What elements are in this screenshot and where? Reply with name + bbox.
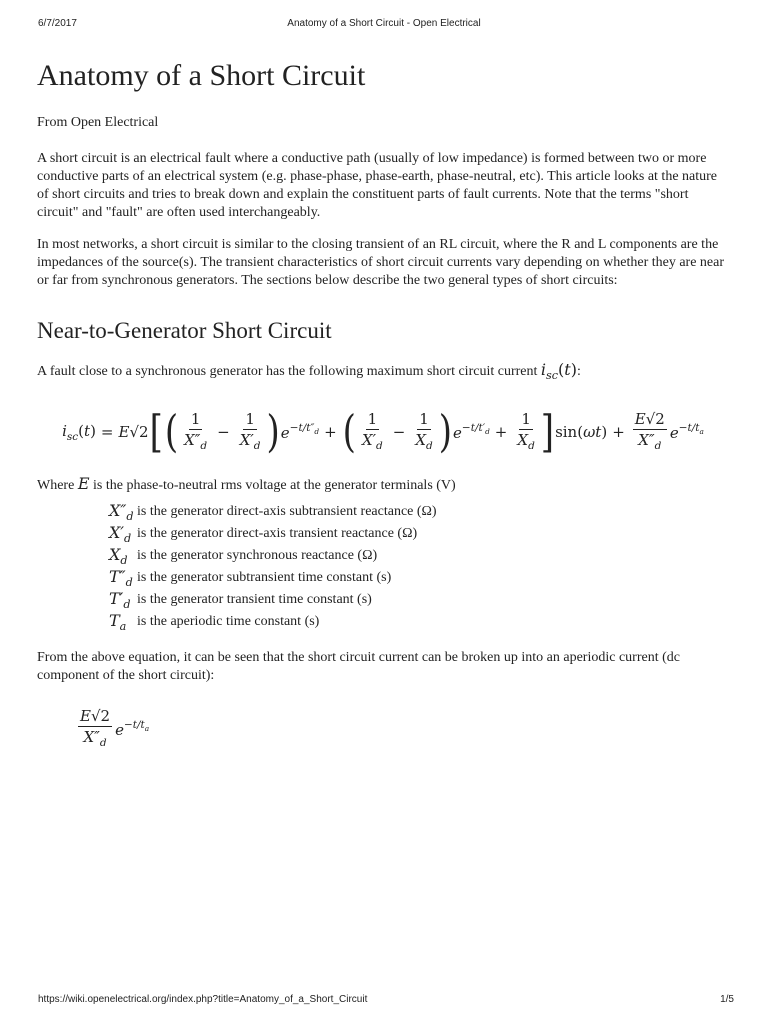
section-title-near-generator: Near-to-Generator Short Circuit — [37, 318, 332, 343]
fault-current-equation: $i_{sc}(t)$ = E√2 [ ( $\frac{1}{X''_d}$ − $\frac{1}{X'_d}$ ) $e^{-t/t''_d}$ + ( $\frac{1}{X'_d}$ − $\frac{1}{X_d}$ ) $e^{-t/t'_d}$ + $\frac{1}{X_d}$ ] sin( ωt ) + $\frac{E√2}{X''_d}$ $e^{-t/t_a}$ — [62, 406, 704, 458]
page-header-title: Anatomy of a Short Circuit - Open Electrical — [287, 18, 481, 29]
def-xd-synchronous: $X_d$ is the generator synchronous reactance (Ω) — [109, 545, 378, 567]
page-footer-url: https://wiki.openelectrical.org/index.php?title=Anatomy_of_a_Short_Circuit — [38, 994, 368, 1005]
article-title: Anatomy of a Short Circuit — [37, 59, 366, 92]
def-td-transient: $T'_d$ is the generator transient time constant (s) — [109, 589, 372, 611]
page-header-date: 6/7/2017 — [38, 18, 77, 29]
section-intro: A fault close to a synchronous generator has the following maximum short circuit current $i_{sc}(t)$: — [37, 360, 581, 382]
variable-definitions — [109, 501, 729, 633]
article-source: From Open Electrical — [37, 115, 159, 130]
def-xd-subtransient: $X''_d$ is the generator direct-axis subtransient reactance (Ω) — [109, 501, 437, 523]
aperiodic-current-equation: $\frac{E√2}{X''_d}$ $e^{-t/t_a}$ — [80, 706, 150, 749]
isc-symbol: $i_{sc}(t)$ — [540, 360, 577, 382]
networks-paragraph: In most networks, a short circuit is similar to the closing transient of an RL circuit, where the R and L components are the impedances of the source(s). The transient characteristics of short circuit currents vary depending on whether they are near or far from synchronous generators. The sections below describe the two general types of short circuits: — [37, 237, 725, 288]
e-symbol: E — [77, 474, 90, 493]
def-td-subtransient: $T''_d$ is the generator subtransient time constant (s) — [109, 567, 392, 589]
aperiodic-paragraph: From the above equation, it can be seen that the short circuit current can be broken up into an aperiodic current (dc component of the short circuit): — [37, 650, 680, 683]
def-xd-transient: $X'_d$ is the generator direct-axis transient reactance (Ω) — [109, 523, 418, 545]
where-line: Where E is the phase-to-neutral rms voltage at the generator terminals (V) — [37, 474, 456, 493]
def-ta-aperiodic: $T_a$ is the aperiodic time constant (s) — [109, 611, 320, 633]
intro-paragraph: A short circuit is an electrical fault where a conductive path (usually of low impedance) is formed between two or more conductive parts of an electrical system (e.g. phase-phase, phase-earth, phase-neutral, etc). This article looks at the nature of short circuits and tries to break down and explain the constituent parts of fault currents. Note that the terms "short circuit" and "fault" are often used interchangeably. — [37, 151, 718, 220]
page-footer-page-number: 1/5 — [720, 994, 734, 1005]
article-body — [37, 56, 729, 759]
